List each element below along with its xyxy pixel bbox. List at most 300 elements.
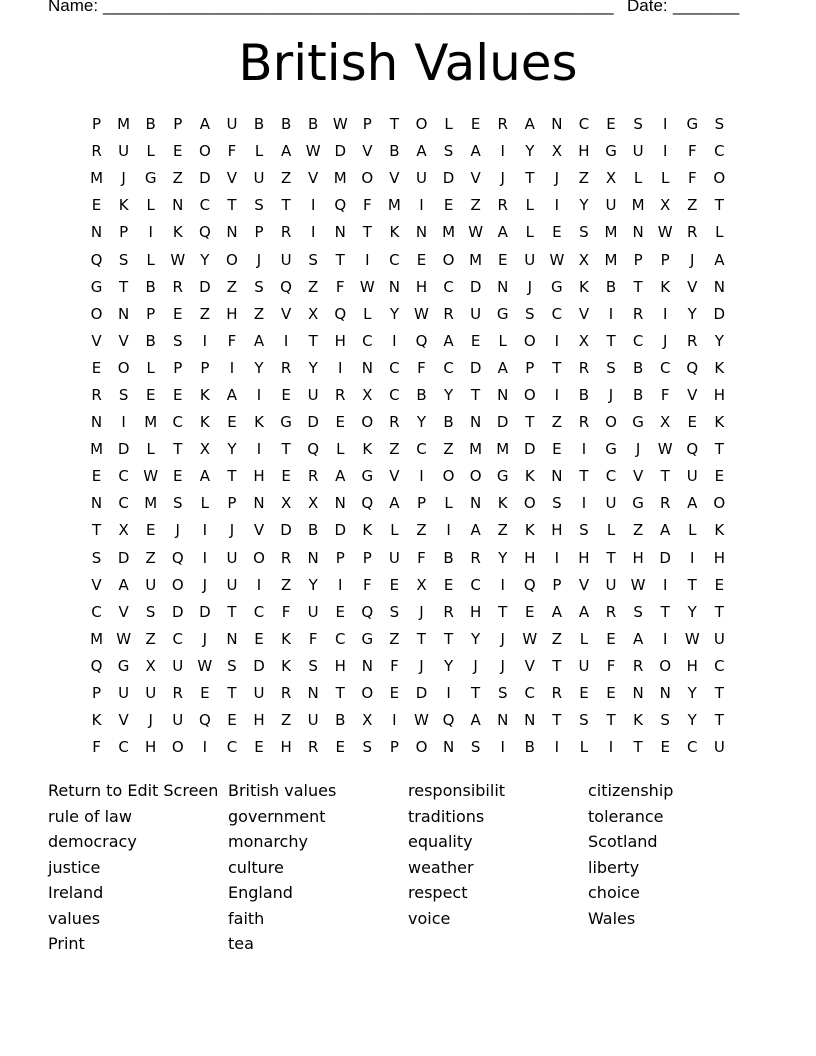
grid-letter: D	[307, 413, 319, 432]
grid-letter: T	[633, 277, 643, 296]
grid-letter: M	[90, 440, 104, 459]
grid-letter: G	[361, 467, 374, 486]
grid-letter: S	[118, 250, 129, 269]
grid-letter: O	[523, 494, 536, 513]
grid-letter: E	[443, 196, 454, 215]
grid-letter: G	[117, 656, 130, 675]
grid-letter: N	[470, 494, 482, 513]
grid-letter: E	[335, 738, 345, 757]
grid-letter: L	[633, 169, 643, 188]
grid-letter: J	[527, 277, 532, 296]
grid-letter: P	[146, 304, 156, 323]
grid-letter: K	[524, 521, 535, 540]
grid-letter: N	[307, 684, 319, 703]
grid-letter: E	[579, 684, 589, 703]
grid-letter: M	[144, 413, 158, 432]
grid-letter: D	[334, 521, 347, 540]
grid-letter: D	[496, 413, 509, 432]
grid-letter: V	[578, 304, 590, 323]
grid-letter: O	[253, 548, 265, 567]
grid-letter: F	[363, 575, 372, 594]
grid-letter: R	[551, 684, 563, 703]
grid-letter: T	[281, 196, 291, 215]
grid-letter: T	[579, 467, 589, 486]
grid-letter: U	[307, 602, 319, 621]
word-list-item: values	[48, 908, 101, 928]
grid-letter: A	[524, 115, 535, 134]
grid-letter: U	[578, 656, 590, 675]
grid-letter: Z	[551, 629, 562, 648]
grid-letter: R	[172, 684, 183, 703]
grid-letter: I	[446, 521, 451, 540]
grid-letter: J	[202, 629, 208, 648]
grid-letter: I	[500, 738, 505, 757]
grid-letter: I	[256, 575, 262, 594]
grid-letter: W	[359, 277, 375, 296]
grid-letter: U	[172, 656, 184, 675]
grid-row	[83, 355, 733, 382]
grid-letter: T	[119, 277, 129, 296]
grid-letter: T	[443, 629, 454, 648]
grid-letter: A	[416, 142, 427, 161]
grid-letter: D	[469, 277, 482, 296]
grid-letter: M	[144, 494, 158, 513]
grid-letter: R	[443, 602, 454, 621]
grid-letter: O	[713, 494, 726, 513]
grid-letter: L	[498, 331, 507, 350]
grid-letter: A	[280, 142, 292, 161]
grid-letter: J	[229, 521, 235, 540]
grid-letter: J	[500, 629, 505, 648]
grid-letter: G	[144, 169, 157, 188]
grid-letter: S	[470, 738, 481, 757]
grid-letter: I	[690, 548, 695, 567]
grid-letter: N	[524, 711, 536, 730]
grid-letter: T	[714, 711, 724, 730]
grid-letter: G	[496, 467, 509, 486]
grid-letter: C	[687, 738, 698, 757]
grid-letter: U	[226, 115, 238, 134]
grid-letter: L	[363, 304, 372, 323]
grid-letter: A	[118, 575, 129, 594]
grid-letter: A	[632, 629, 644, 648]
grid-letter: I	[500, 575, 505, 594]
grid-letter: L	[688, 521, 697, 540]
grid-letter: Z	[280, 169, 292, 188]
grid-letter: I	[310, 196, 316, 215]
grid-letter: Y	[443, 656, 454, 675]
grid-letter: K	[199, 413, 210, 432]
grid-letter: C	[389, 250, 400, 269]
grid-letter: B	[145, 115, 156, 134]
grid-letter: E	[281, 385, 291, 404]
grid-letter: C	[659, 358, 671, 377]
word-list-item: England	[228, 883, 293, 902]
grid-letter: Z	[551, 413, 562, 432]
grid-letter: S	[362, 738, 373, 757]
grid-letter: R	[389, 413, 400, 432]
grid-letter: O	[415, 738, 428, 757]
grid-letter: I	[554, 385, 560, 404]
word-list	[48, 778, 768, 957]
grid-letter: Y	[525, 142, 535, 161]
grid-letter: K	[172, 223, 183, 242]
grid-letter: N	[334, 223, 346, 242]
grid-letter: T	[525, 413, 535, 432]
grid-letter: S	[579, 711, 589, 730]
grid-letter: D	[415, 684, 428, 703]
grid-letter: L	[390, 521, 399, 540]
grid-letter: Y	[687, 711, 697, 730]
grid-letter: G	[361, 629, 374, 648]
grid-letter: I	[662, 115, 668, 134]
grid-letter: X	[280, 494, 292, 513]
grid-letter: N	[90, 413, 103, 432]
grid-letter: E	[660, 738, 670, 757]
grid-letter: H	[145, 738, 157, 757]
word-list-item: tolerance	[588, 806, 664, 826]
grid-letter: I	[202, 331, 208, 350]
grid-letter: S	[227, 656, 237, 675]
word-list-item: Scotland	[588, 832, 658, 851]
grid-letter: U	[524, 250, 536, 269]
grid-letter: Z	[145, 629, 156, 648]
grid-letter: V	[389, 467, 400, 486]
grid-letter: K	[281, 656, 291, 675]
word-list-item: equality	[408, 832, 473, 851]
grid-letter: P	[525, 358, 535, 377]
grid-letter: K	[118, 196, 129, 215]
grid-letter: S	[254, 277, 264, 296]
name-label: Name:	[48, 0, 99, 15]
grid-letter: Z	[578, 169, 590, 188]
grid-letter: L	[146, 440, 155, 459]
grid-letter: Q	[415, 331, 428, 350]
grid-letter: K	[524, 467, 535, 486]
grid-letter: M	[604, 223, 618, 242]
grid-letter: H	[551, 521, 563, 540]
grid-letter: D	[253, 656, 265, 675]
grid-row	[83, 274, 733, 301]
grid-letter: H	[415, 277, 428, 296]
grid-letter: L	[579, 738, 589, 757]
grid-letter: Z	[145, 548, 156, 567]
grid-letter: V	[118, 711, 129, 730]
grid-letter: O	[415, 115, 428, 134]
grid-letter: C	[91, 602, 102, 621]
grid-letter: I	[608, 304, 614, 323]
grid-letter: I	[662, 304, 668, 323]
grid-letter: T	[660, 467, 670, 486]
grid-letter: J	[662, 331, 668, 350]
grid-letter: I	[283, 331, 289, 350]
grid-letter: D	[171, 602, 184, 621]
grid-letter: G	[280, 413, 292, 432]
grid-letter: X	[660, 196, 671, 215]
grid-letter: H	[334, 656, 346, 675]
grid-letter: D	[199, 277, 211, 296]
grid-letter: E	[687, 413, 697, 432]
grid-letter: S	[497, 684, 508, 703]
grid-letter: V	[280, 304, 292, 323]
grid-letter: E	[200, 684, 210, 703]
grid-letter: E	[552, 440, 562, 459]
grid-letter: N	[90, 223, 103, 242]
grid-letter: V	[687, 385, 698, 404]
grid-letter: N	[226, 629, 238, 648]
grid-letter: A	[253, 331, 265, 350]
word-list-item: choice	[588, 883, 640, 902]
grid-letter: F	[687, 169, 697, 188]
grid-letter: Z	[253, 304, 265, 323]
grid-letter: H	[713, 385, 725, 404]
grid-letter: R	[605, 602, 617, 621]
grid-letter: U	[686, 467, 698, 486]
grid-letter: V	[389, 169, 400, 188]
grid-letter: U	[713, 629, 725, 648]
grid-letter: D	[199, 602, 211, 621]
grid-letter: Z	[632, 521, 644, 540]
grid-letter: V	[470, 169, 481, 188]
grid-letter: X	[551, 142, 562, 161]
grid-letter: U	[388, 548, 400, 567]
grid-letter: H	[226, 304, 238, 323]
grid-letter: J	[635, 440, 641, 459]
grid-letter: H	[524, 548, 536, 567]
grid-letter: K	[199, 385, 210, 404]
puzzle-title: British Values	[238, 34, 578, 92]
grid-letter: F	[363, 196, 372, 215]
grid-row	[83, 545, 733, 572]
grid-letter: P	[362, 115, 372, 134]
grid-letter: A	[199, 467, 210, 486]
grid-letter: R	[687, 331, 698, 350]
grid-letter: T	[714, 440, 724, 459]
grid-letter: C	[470, 575, 481, 594]
grid-letter: L	[606, 521, 616, 540]
grid-letter: Q	[90, 656, 103, 675]
grid-letter: U	[145, 684, 157, 703]
grid-letter: T	[471, 684, 481, 703]
word-list-item: citizenship	[588, 781, 674, 800]
grid-letter: N	[497, 711, 509, 730]
grid-letter: Y	[254, 358, 264, 377]
grid-letter: Z	[416, 521, 427, 540]
grid-row	[83, 301, 733, 328]
grid-letter: C	[172, 413, 184, 432]
grid-letter: P	[200, 358, 210, 377]
grid-letter: S	[525, 304, 535, 323]
grid-row	[83, 138, 733, 165]
grid-letter: C	[172, 629, 184, 648]
grid-letter: N	[334, 494, 346, 513]
grid-letter: W	[332, 115, 348, 134]
word-list-item: liberty	[588, 857, 640, 877]
grid-row	[83, 734, 733, 761]
grid-letter: E	[470, 331, 481, 350]
grid-letter: L	[254, 142, 264, 161]
grid-letter: L	[525, 223, 534, 242]
grid-letter: E	[389, 575, 400, 594]
grid-letter: R	[172, 277, 183, 296]
grid-letter: R	[280, 684, 292, 703]
grid-letter: G	[496, 304, 509, 323]
grid-letter: O	[361, 684, 374, 703]
grid-row	[83, 517, 733, 544]
grid-letter: Y	[443, 385, 454, 404]
grid-letter: Q	[334, 196, 347, 215]
grid-letter: N	[551, 467, 563, 486]
grid-letter: R	[497, 196, 508, 215]
grid-letter: C	[226, 738, 238, 757]
grid-letter: D	[280, 521, 292, 540]
grid-letter: N	[415, 223, 428, 242]
grid-letter: C	[118, 494, 129, 513]
grid-letter: N	[90, 494, 103, 513]
grid-letter: P	[660, 250, 670, 269]
grid-letter: C	[551, 304, 563, 323]
grid-letter: A	[199, 115, 210, 134]
grid-letter: O	[198, 142, 211, 161]
grid-row	[83, 111, 733, 138]
grid-letter: U	[118, 142, 130, 161]
grid-letter: W	[414, 304, 429, 323]
grid-letter: F	[227, 142, 237, 161]
date-label: Date:	[627, 0, 668, 15]
word-list-item: tea	[228, 934, 254, 953]
grid-letter: O	[226, 250, 238, 269]
grid-letter: I	[392, 711, 397, 730]
grid-letter: S	[552, 494, 562, 513]
grid-letter: C	[389, 358, 400, 377]
grid-letter: K	[714, 521, 725, 540]
grid-letter: A	[497, 223, 508, 242]
grid-letter: T	[714, 602, 724, 621]
grid-letter: Q	[334, 304, 347, 323]
grid-letter: D	[713, 304, 726, 323]
grid-letter: J	[554, 169, 560, 188]
grid-letter: R	[91, 142, 102, 161]
grid-letter: G	[605, 440, 617, 459]
grid-letter: U	[118, 684, 130, 703]
grid-letter: Q	[280, 277, 292, 296]
grid-letter: P	[119, 223, 129, 242]
grid-letter: O	[361, 413, 374, 432]
grid-letter: B	[632, 385, 644, 404]
grid-letter: I	[256, 440, 262, 459]
grid-letter: E	[227, 413, 237, 432]
grid-letter: R	[280, 358, 292, 377]
grid-letter: N	[497, 385, 509, 404]
word-list-item: weather	[408, 857, 474, 877]
grid-letter: C	[714, 142, 725, 161]
grid-letter: Z	[280, 711, 292, 730]
grid-letter: Y	[687, 602, 697, 621]
grid-letter: E	[91, 358, 102, 377]
grid-letter: R	[307, 467, 319, 486]
grid-letter: U	[307, 385, 319, 404]
grid-letter: T	[552, 711, 562, 730]
grid-letter: B	[443, 413, 454, 432]
grid-letter: O	[117, 358, 130, 377]
grid-letter: J	[175, 521, 180, 540]
grid-row	[83, 409, 733, 436]
grid-letter: A	[389, 494, 400, 513]
grid-letter: X	[605, 169, 617, 188]
grid-letter: E	[335, 602, 345, 621]
grid-letter: B	[280, 115, 292, 134]
grid-letter: E	[552, 223, 562, 242]
word-list-item: justice	[48, 857, 101, 877]
grid-letter: R	[578, 358, 590, 377]
grid-letter: L	[146, 250, 155, 269]
grid-letter: I	[229, 358, 235, 377]
grid-letter: Z	[199, 304, 210, 323]
grid-letter: D	[659, 548, 671, 567]
grid-letter: E	[145, 521, 156, 540]
grid-letter: C	[389, 385, 400, 404]
grid-letter: I	[500, 142, 505, 161]
grid-letter: Y	[687, 684, 697, 703]
grid-letter: E	[91, 196, 102, 215]
grid-letter: N	[442, 738, 455, 757]
grid-letter: T	[606, 548, 616, 567]
grid-letter: P	[173, 358, 183, 377]
grid-letter: T	[281, 440, 291, 459]
grid-letter: R	[632, 656, 644, 675]
grid-row	[83, 599, 733, 626]
grid-letter: L	[444, 115, 453, 134]
grid-row	[83, 680, 733, 707]
grid-letter: A	[578, 602, 590, 621]
grid-row	[83, 463, 733, 490]
grid-letter: Z	[687, 196, 698, 215]
grid-letter: T	[227, 467, 237, 486]
word-list-item: voice	[408, 908, 451, 928]
grid-letter: L	[525, 196, 534, 215]
grid-letter: J	[419, 602, 424, 621]
grid-letter: L	[715, 223, 724, 242]
grid-letter: Q	[198, 223, 211, 242]
grid-letter: H	[469, 602, 482, 621]
grid-letter: N	[632, 684, 644, 703]
grid-letter: Z	[280, 575, 292, 594]
grid-letter: O	[523, 385, 536, 404]
grid-letter: G	[605, 142, 617, 161]
grid-letter: E	[606, 115, 616, 134]
grid-row	[83, 219, 733, 246]
grid-letter: F	[308, 629, 318, 648]
grid-letter: F	[335, 277, 345, 296]
grid-letter: O	[605, 413, 617, 432]
grid-letter: E	[416, 250, 427, 269]
grid-letter: S	[118, 385, 129, 404]
grid-letter: N	[497, 277, 509, 296]
grid-letter: I	[338, 358, 343, 377]
grid-letter: E	[525, 602, 535, 621]
grid-letter: T	[416, 629, 427, 648]
word-list-item: responsibilit	[408, 781, 506, 800]
grid-letter: I	[662, 629, 668, 648]
grid-letter: W	[414, 711, 429, 730]
grid-letter: U	[415, 169, 427, 188]
grid-letter: B	[416, 385, 427, 404]
grid-letter: V	[687, 277, 698, 296]
word-list-item: culture	[228, 857, 284, 877]
word-list-item: Print	[48, 934, 85, 953]
grid-letter: X	[308, 494, 319, 513]
grid-letter: U	[172, 711, 184, 730]
